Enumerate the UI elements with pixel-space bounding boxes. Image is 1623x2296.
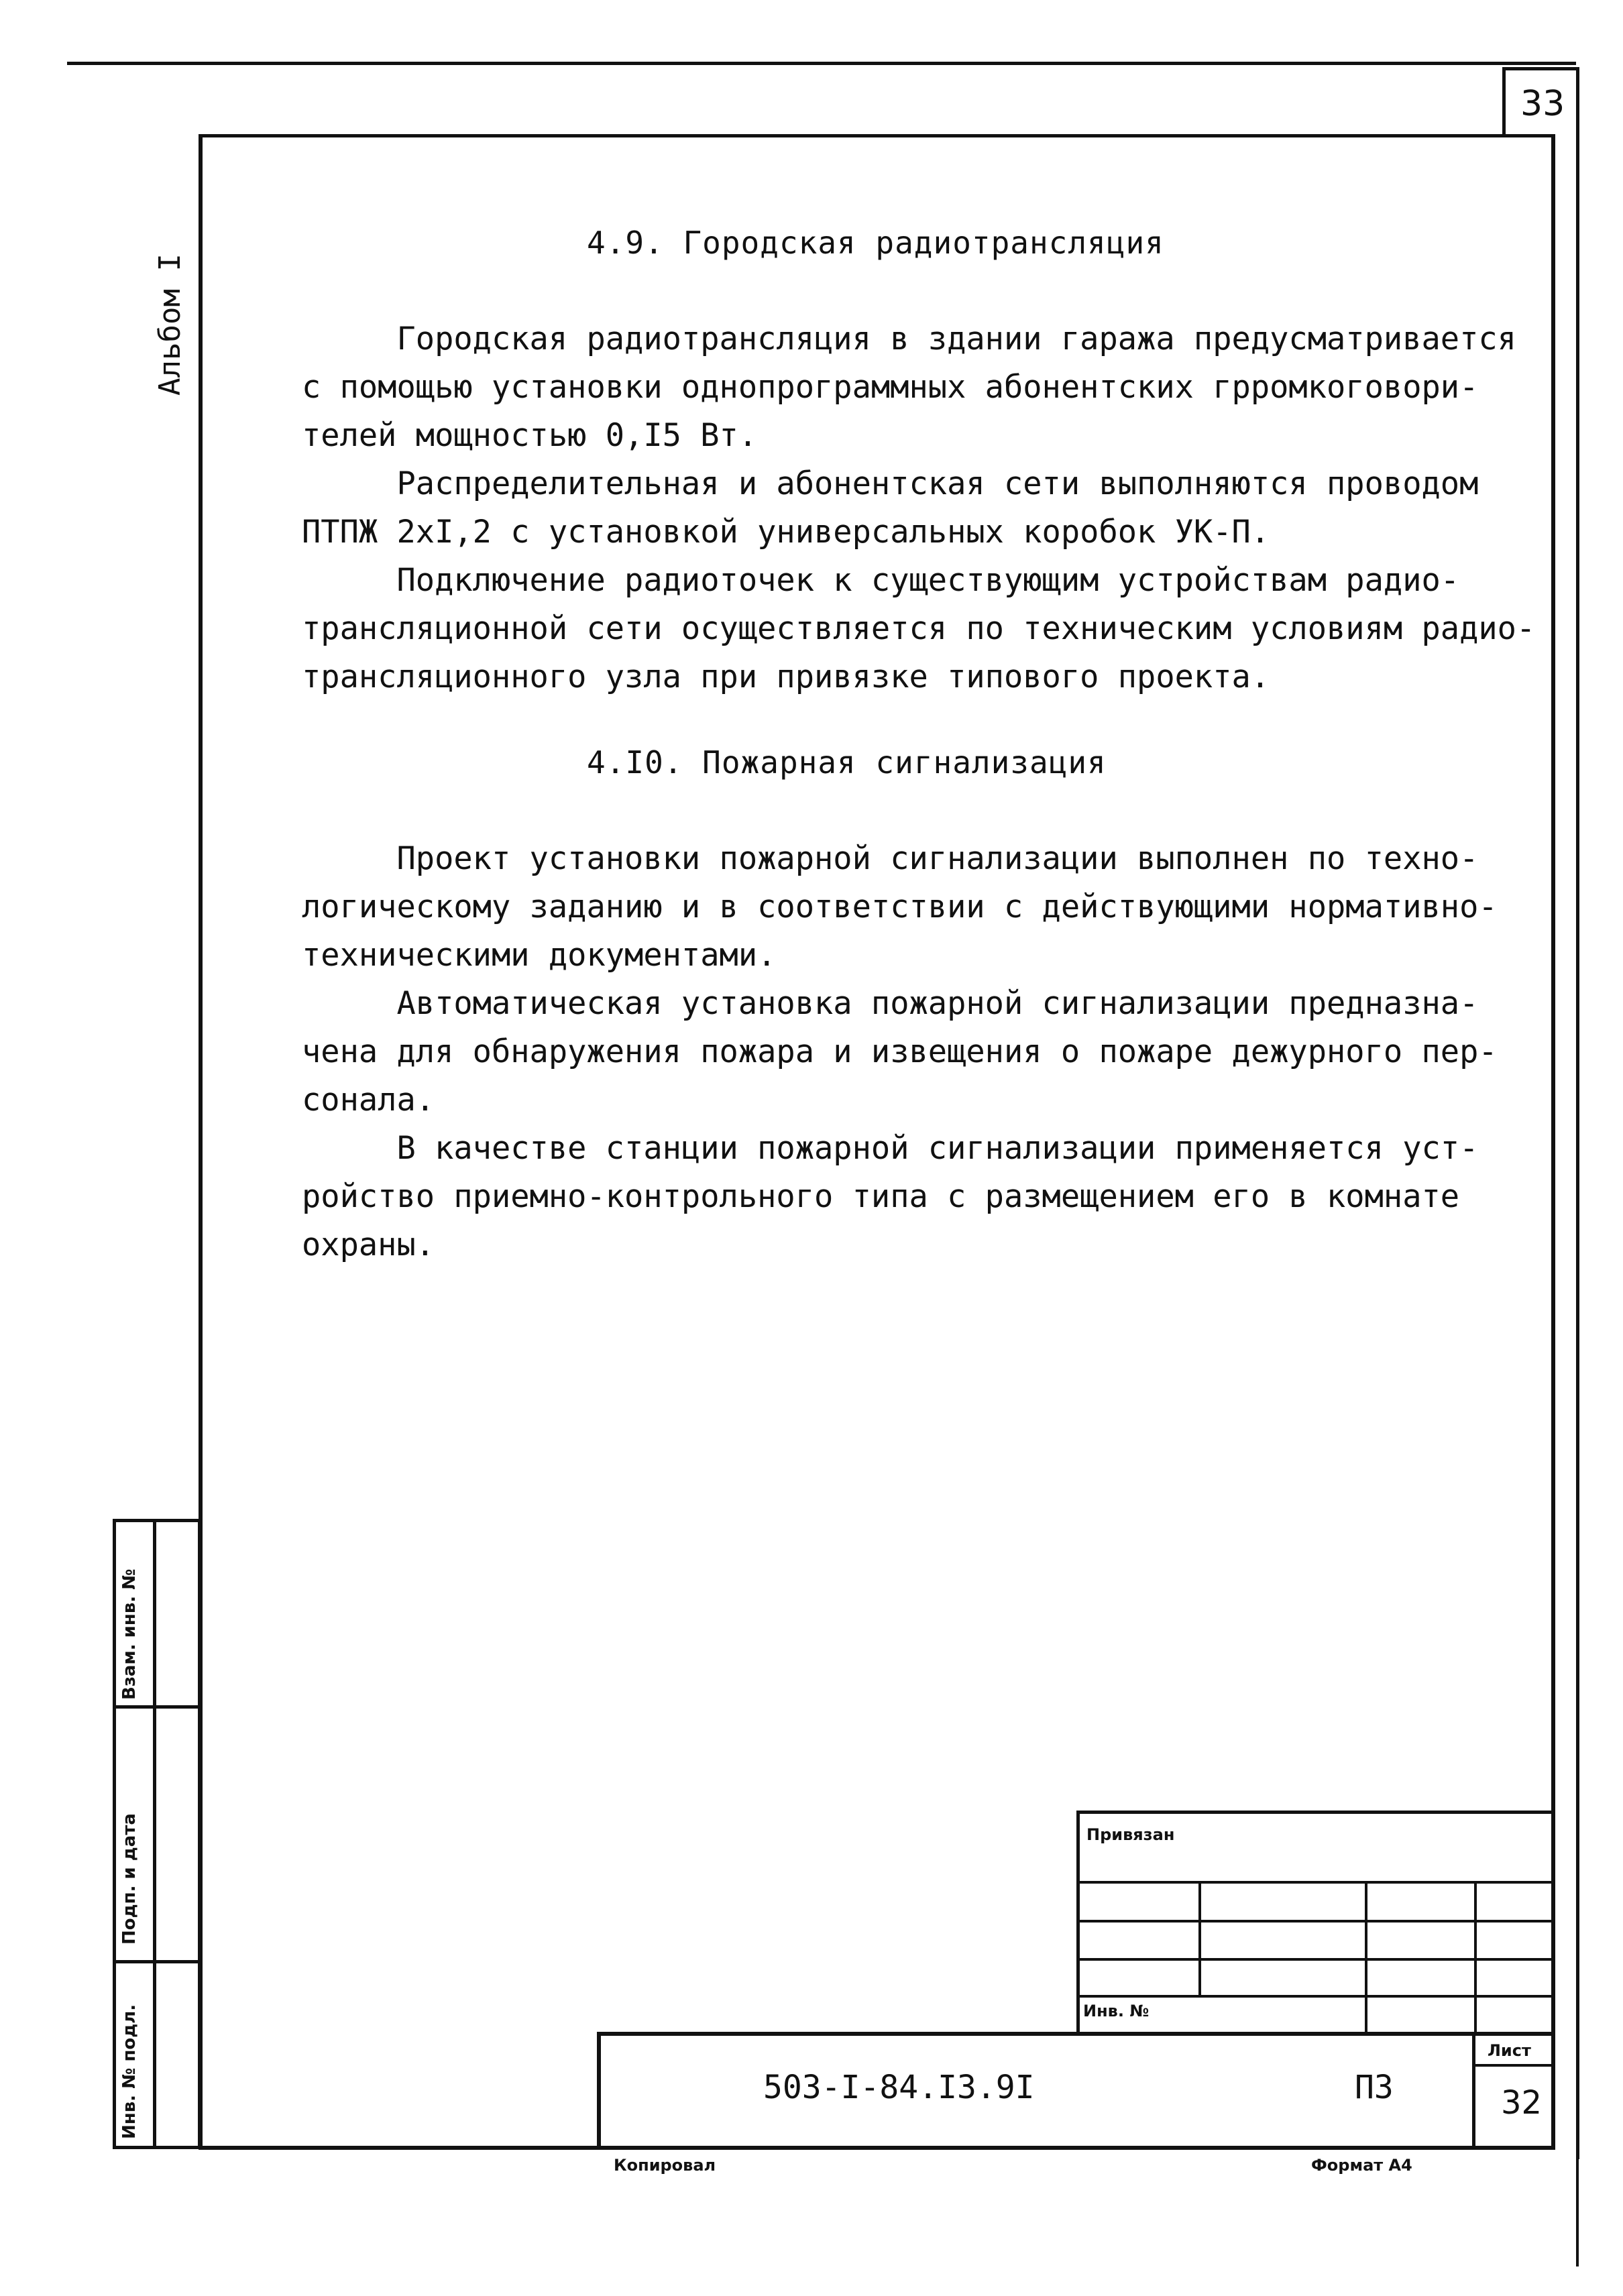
page-number-box (1502, 67, 1579, 137)
privyazan-row-4 (1076, 1995, 1554, 1998)
side-stamp-row-2 (113, 1960, 201, 1963)
privyazan-col-1 (1198, 1881, 1201, 1995)
privyazan-row-1 (1076, 1881, 1554, 1884)
page-number-top: 33 (1520, 84, 1565, 124)
section-2-line-2: логическому заданию и в соответствии с действующими нормативно- (302, 888, 1498, 925)
privyazan-row-3 (1076, 1958, 1554, 1961)
sheet-label-rule (1472, 2064, 1554, 2067)
page-number-box-right (1576, 67, 1579, 2159)
title-block-left (597, 2032, 601, 2149)
kopiroval-label: Копировал (614, 2156, 716, 2175)
doc-type: ПЗ (1355, 2069, 1394, 2106)
frame-top (201, 134, 1555, 137)
section-1-line-5: ПТПЖ 2хI,2 с установкой универсальных коробок УК-П. (302, 514, 1270, 551)
section-2-heading: 4.I0. Пожарная сигнализация (587, 744, 1107, 781)
format-label: Формат А4 (1311, 2156, 1412, 2175)
section-1-line-6: Подключение радиоточек к существующим устройствам радио- (302, 562, 1460, 599)
sheet-number: 32 (1501, 2084, 1543, 2122)
privyazan-col-3 (1474, 1881, 1477, 2032)
frame-bottom (199, 2146, 1555, 2150)
title-block-top (597, 2032, 1554, 2036)
section-2-line-4: Автоматическая установка пожарной сигнализации предназна- (302, 985, 1479, 1022)
privyazan-col-2 (1365, 1881, 1367, 2032)
doc-code: 503-I-84.I3.9I (763, 2069, 1035, 2106)
privyazan-label: Привязан (1086, 1825, 1175, 1844)
sheet-label: Лист (1488, 2041, 1531, 2060)
right-scan-mark (1576, 2159, 1579, 2266)
inv-podl-label: Инв. № подл. (119, 2004, 139, 2139)
inv-no-label: Инв. № (1083, 2002, 1150, 2020)
section-1-line-3: телей мощностью 0,I5 Вт. (302, 417, 758, 454)
section-1-line-2: с помощью установки однопрограммных абонентских гррoмкоговори- (302, 369, 1479, 406)
vzam-inv-label: Взам. инв. № (119, 1568, 139, 1700)
section-1-heading: 4.9. Городская радиотрансляция (587, 225, 1164, 261)
side-stamp-divider (153, 1519, 156, 2149)
section-2-line-1: Проект установки пожарной сигнализации выполнен по техно- (302, 840, 1479, 877)
top-rule (67, 62, 1576, 65)
section-2-line-9: охраны. (302, 1226, 435, 1263)
title-block-sheet-divider (1472, 2032, 1475, 2149)
side-stamp-row-1 (113, 1705, 201, 1709)
section-1-line-4: Распределительная и абонентская сети выполняются проводом (302, 465, 1479, 502)
section-1-line-8: трансляционного узла при привязке типового проекта. (302, 658, 1270, 695)
section-1-line-1: Городская радиотрансляция в здании гаража предусматривается (302, 321, 1516, 357)
album-label: Альбом I (153, 253, 187, 396)
section-1-line-7: трансляционной сети осуществляется по техническим условиям радио- (302, 610, 1536, 647)
section-2-line-3: техническими документами. (302, 937, 777, 974)
section-2-line-8: ройство приемно-контрольного типа с размещением его в комнате (302, 1178, 1460, 1215)
podp-data-label: Подп. и дата (119, 1813, 139, 1945)
privyazan-row-2 (1076, 1920, 1554, 1922)
section-2-line-7: В качестве станции пожарной сигнализации применяется уст- (302, 1130, 1479, 1167)
section-2-line-5: чена для обнаружения пожара и извещения о пожаре дежурного пер- (302, 1033, 1498, 1070)
section-2-line-6: сонала. (302, 1082, 435, 1118)
